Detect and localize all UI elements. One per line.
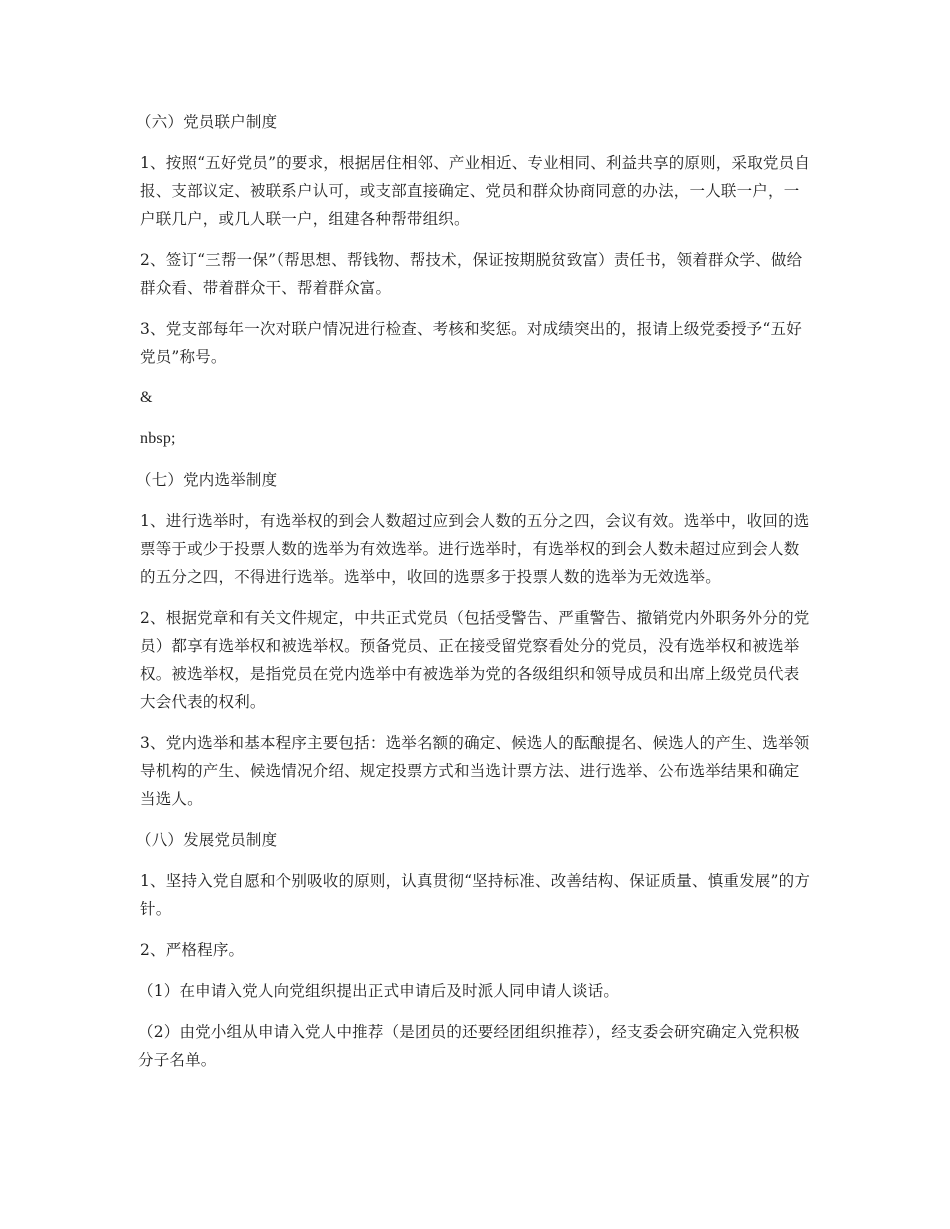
paragraph: 2、签订“三帮一保”（帮思想、帮钱物、帮技术，保证按期脱贫致富）责任书，领着群众学、做给群众看、带着群众干、帮着群众富。 (140, 251, 803, 297)
section-heading-8: （八）发展党员制度 (136, 831, 278, 849)
sub-item: （2）由党小组从申请入党人中推荐（是团员的还要经团组织推荐），经支委会研究确定入党积极分子名单。 (138, 1023, 800, 1069)
section-heading-6: （六）党员联户制度 (136, 113, 278, 131)
paragraph: 2、根据党章和有关文件规定，中共正式党员（包括受警告、严重警告、撤销党内外职务外分的党员）都享有选举权和被选举权。预备党员、正在接受留党察看处分的党员，没有选举权和被选举权。被选举权，是指党员在党内选举中有被选举为党的各级组织和领导成员和出席上级党员代表大会代表的权利。 (140, 609, 810, 711)
stray-ampersand-text: & (140, 389, 153, 406)
paragraph: 1、按照“五好党员”的要求，根据居住相邻、产业相近、专业相同、利益共享的原则，采取党员自报、支部议定、被联系户认可，或支部直接确定、党员和群众协商同意的办法，一人联一户，一户联几户，或几人联一户，组建各种帮带组织。 (140, 154, 811, 228)
paragraph: 2、严格程序。 (140, 941, 245, 959)
paragraph: 3、党支部每年一次对联户情况进行检查、考核和奖惩。对成绩突出的，报请上级党委授予“五好党员”称号。 (140, 320, 802, 366)
paragraph: 1、坚持入党自愿和个别吸收的原则，认真贯彻“坚持标准、改善结构、保证质量、慎重发展”的方针。 (140, 872, 811, 918)
document-page (136, 108, 812, 1087)
sub-item: （1）在申请入党人向党组织提出正式申请后及时派人同申请人谈话。 (138, 982, 620, 1000)
section-heading-7: （七）党内选举制度 (136, 471, 278, 489)
stray-nbsp-text: nbsp; (140, 430, 176, 447)
paragraph: 3、党内选举和基本程序主要包括：选举名额的确定、候选人的酝酿提名、候选人的产生、选举领导机构的产生、候选情况介绍、规定投票方式和当选计票方法、进行选举、公布选举结果和确定当选人。 (140, 734, 810, 808)
paragraph: 1、进行选举时，有选举权的到会人数超过应到会人数的五分之四，会议有效。选举中，收回的选票等于或少于投票人数的选举为有效选举。进行选举时，有选举权的到会人数未超过应到会人数的五分之四，不得进行选举。选举中，收回的选票多于投票人数的选举为无效选举。 (140, 512, 810, 586)
